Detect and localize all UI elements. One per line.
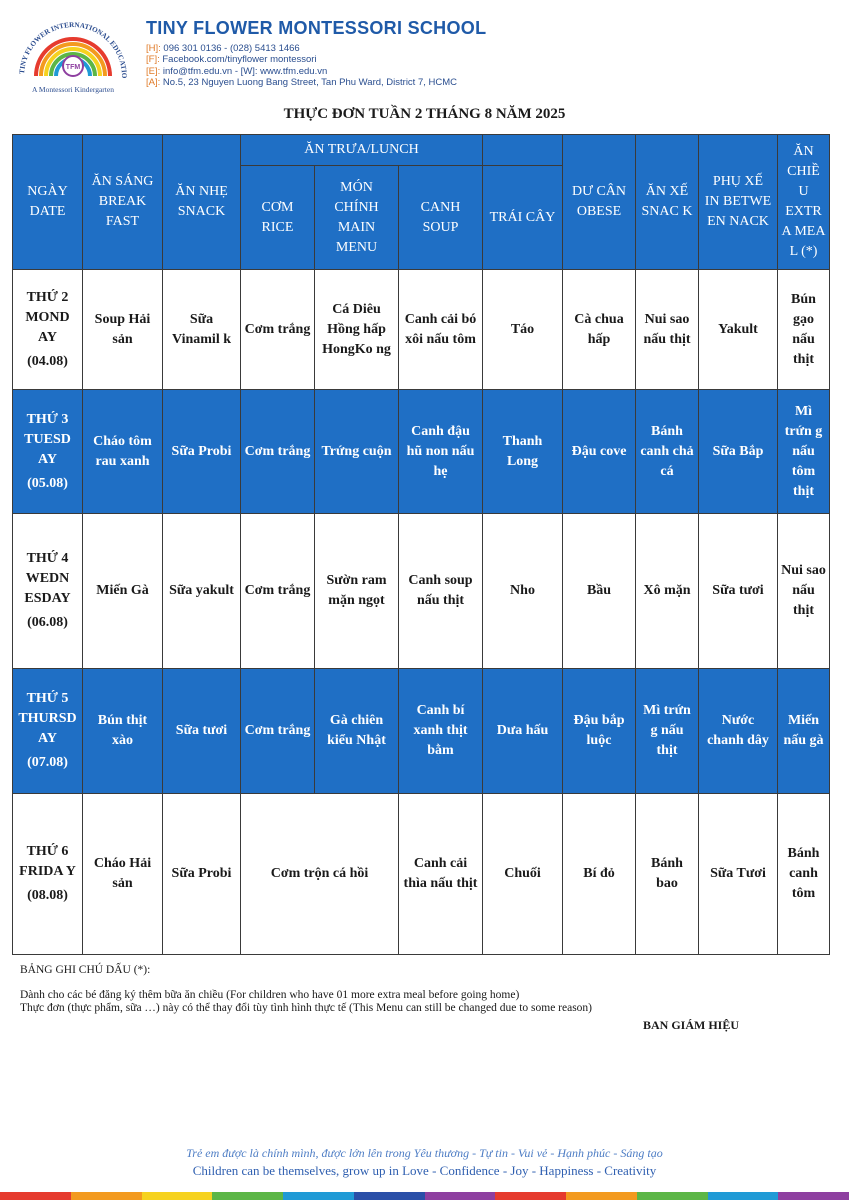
strip-segment xyxy=(354,1192,425,1200)
main-cell: Cá Diêu Hồng hấp HongKo ng xyxy=(315,270,399,390)
snack2-cell: Xô mặn xyxy=(636,514,699,669)
strip-segment xyxy=(142,1192,213,1200)
rice-cell: Cơm trắng xyxy=(241,270,315,390)
soup-cell: Canh cải bó xôi nấu tôm xyxy=(399,270,483,390)
col-soup: CANH SOUP xyxy=(399,166,483,270)
col-date: NGÀY DATE xyxy=(13,135,83,270)
between-cell: Sữa tươi xyxy=(699,514,778,669)
between-cell: Yakult xyxy=(699,270,778,390)
notes-section xyxy=(20,964,830,1015)
contact-phone: [H]: 096 301 0136 - (028) 5413 1466 xyxy=(146,43,300,54)
breakfast-cell: Bún thịt xào xyxy=(83,669,163,794)
rainbow-strip xyxy=(0,1192,849,1200)
snack-cell: Sữa Vinamil k xyxy=(163,270,241,390)
col-snack2: ĂN XẾ SNAC K xyxy=(636,135,699,270)
contact-block xyxy=(146,43,486,89)
fruit-cell: Chuối xyxy=(483,794,563,955)
table-row xyxy=(13,669,830,794)
rice-cell: Cơm trắng xyxy=(241,390,315,514)
signature: BAN GIÁM HIỆU xyxy=(642,1018,739,1032)
contact-address: [A]: No.5, 23 Nguyen Luong Bang Street, Tan Phu Ward, District 7, HCMC xyxy=(146,77,458,89)
strip-segment xyxy=(708,1192,779,1200)
col-breakfast: ĂN SÁNG BREAK FAST xyxy=(83,135,163,270)
extra-cell: Bún gạo nấu thịt xyxy=(778,270,830,390)
strip-segment xyxy=(0,1192,71,1200)
col-lunch-blank xyxy=(483,135,563,166)
snack2-cell: Bánh canh chả cá xyxy=(636,390,699,514)
weekly-menu-table xyxy=(12,134,830,955)
strip-segment xyxy=(71,1192,142,1200)
fruit-cell: Táo xyxy=(483,270,563,390)
note-line: Dành cho các bé đăng ký thêm bữa ăn chiều (For children who have 01 more extra meal before going home) xyxy=(20,989,520,1001)
footer-slogan-en: Children can be themselves, grow up in Love - Confidence - Joy - Happiness - Creativity xyxy=(192,1163,657,1178)
rice-cell: Cơm trắng xyxy=(241,669,315,794)
school-logo xyxy=(14,16,132,96)
logo-badge: TFM xyxy=(65,64,81,71)
breakfast-cell: Soup Hải sản xyxy=(83,270,163,390)
snack-cell: Sữa Probi xyxy=(163,390,241,514)
obese-cell: Cà chua hấp xyxy=(563,270,636,390)
contact-facebook[interactable]: [F]: Facebook.com/tinyflower montessori xyxy=(146,54,317,66)
table-row xyxy=(13,794,830,955)
col-lunch-group: ĂN TRƯA/LUNCH xyxy=(241,135,483,166)
snack2-cell: Nui sao nấu thịt xyxy=(636,270,699,390)
between-cell: Nước chanh dây xyxy=(699,669,778,794)
day-cell: THỨ 5 THURSD AY (07.08) xyxy=(13,669,83,794)
strip-segment xyxy=(212,1192,283,1200)
rice-cell: Cơm trắng xyxy=(241,514,315,669)
footer-slogan-vi: Trẻ em được là chính mình, được lớn lên trong Yêu thương - Tự tin - Vui vẻ - Hạnh phúc - Sáng tạo xyxy=(186,1146,663,1160)
snack-cell: Sữa Probi xyxy=(163,794,241,955)
rice-main-cell: Cơm trộn cá hồi xyxy=(241,794,399,955)
soup-cell: Canh soup nấu thịt xyxy=(399,514,483,669)
breakfast-cell: Cháo Hải sản xyxy=(83,794,163,955)
soup-cell: Canh cải thìa nấu thịt xyxy=(399,794,483,955)
strip-segment xyxy=(637,1192,708,1200)
extra-cell: Bánh canh tôm xyxy=(778,794,830,955)
col-rice: CƠM RICE xyxy=(241,166,315,270)
strip-segment xyxy=(778,1192,849,1200)
soup-cell: Canh đậu hũ non nấu hẹ xyxy=(399,390,483,514)
fruit-cell: Thanh Long xyxy=(483,390,563,514)
menu-title: THỰC ĐƠN TUẦN 2 THÁNG 8 NĂM 2025 xyxy=(283,106,566,122)
extra-cell: Miến nấu gà xyxy=(778,669,830,794)
day-cell: THỨ 6 FRIDA Y (08.08) xyxy=(13,794,83,955)
snack2-cell: Bánh bao xyxy=(636,794,699,955)
obese-cell: Đậu cove xyxy=(563,390,636,514)
footer xyxy=(0,1145,849,1179)
strip-segment xyxy=(495,1192,566,1200)
rainbow-logo-icon xyxy=(14,16,132,96)
table-header-row xyxy=(13,135,830,166)
col-fruit: TRÁI CÂY xyxy=(483,166,563,270)
logo-caption: A Montessori Kindergarten xyxy=(32,85,114,94)
snack-cell: Sữa tươi xyxy=(163,669,241,794)
snack-cell: Sữa yakult xyxy=(163,514,241,669)
col-between: PHỤ XẾ IN BETWE EN NACK xyxy=(699,135,778,270)
school-name: TINY FLOWER MONTESSORI SCHOOL xyxy=(146,18,487,38)
obese-cell: Bầu xyxy=(563,514,636,669)
strip-segment xyxy=(283,1192,354,1200)
strip-segment xyxy=(566,1192,637,1200)
between-cell: Sữa Tươi xyxy=(699,794,778,955)
day-cell: THỨ 4 WEDN ESDAY (06.08) xyxy=(13,514,83,669)
between-cell: Sữa Bắp xyxy=(699,390,778,514)
extra-cell: Mì trứn g nấu tôm thịt xyxy=(778,390,830,514)
fruit-cell: Dưa hấu xyxy=(483,669,563,794)
day-cell: THỨ 3 TUESD AY (05.08) xyxy=(13,390,83,514)
obese-cell: Bí đỏ xyxy=(563,794,636,955)
snack2-cell: Mì trứn g nấu thịt xyxy=(636,669,699,794)
col-snack: ĂN NHẸ SNACK xyxy=(163,135,241,270)
contact-email-web[interactable]: [E]: info@tfm.edu.vn - [W]: www.tfm.edu.vn xyxy=(146,65,328,77)
table-row xyxy=(13,390,830,514)
table-row xyxy=(13,514,830,669)
day-cell: THỨ 2 MOND AY (04.08) xyxy=(13,270,83,390)
notes-title: BẢNG GHI CHÚ DẤU (*): xyxy=(20,964,151,976)
school-info xyxy=(146,18,486,89)
main-cell: Trứng cuộn xyxy=(315,390,399,514)
soup-cell: Canh bí xanh thịt bằm xyxy=(399,669,483,794)
strip-segment xyxy=(425,1192,496,1200)
table-row xyxy=(13,270,830,390)
breakfast-cell: Miến Gà xyxy=(83,514,163,669)
fruit-cell: Nho xyxy=(483,514,563,669)
extra-cell: Nui sao nấu thịt xyxy=(778,514,830,669)
logo-arc-text: TINY FLOWER INTERNATIONAL EDUCATIO xyxy=(18,20,129,79)
obese-cell: Đậu bắp luộc xyxy=(563,669,636,794)
main-cell: Sườn ram mặn ngọt xyxy=(315,514,399,669)
breakfast-cell: Cháo tôm rau xanh xyxy=(83,390,163,514)
col-main: MÓN CHÍNH MAIN MENU xyxy=(315,166,399,270)
main-cell: Gà chiên kiểu Nhật xyxy=(315,669,399,794)
note-line: Thực đơn (thực phẩm, sữa …) này có thể thay đổi tùy tình hình thực tế (This Menu can still be changed due to some reason) xyxy=(20,1002,593,1014)
col-obese: DƯ CÂN OBESE xyxy=(563,135,636,270)
col-extra: ĂN CHIỀ U EXTR A MEA L (*) xyxy=(778,135,830,270)
